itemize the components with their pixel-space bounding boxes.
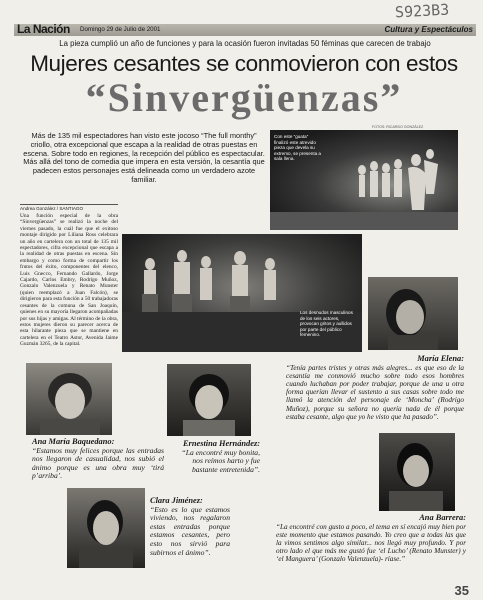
caption-middle: Los desnudos masculinos de los seis actores, provocan gritos y aullidos por parte del público femenino.	[300, 310, 353, 338]
quote-ernestina-hernandez	[170, 440, 260, 474]
byline: Andrea González / SANTIAGO	[20, 204, 118, 211]
quote-name: María Elena:	[417, 354, 464, 363]
byline-place: SANTIAGO	[59, 206, 84, 211]
portrait-ana-barrera	[379, 433, 455, 511]
headline-line1: Mujeres cesantes se conmovieron con estos	[30, 51, 458, 76]
stage-photo-middle	[122, 234, 362, 352]
page-number: 35	[454, 583, 469, 598]
quote-clara-jimenez	[150, 497, 230, 557]
quote-name: Ana Barrera:	[419, 513, 466, 522]
portrait-clara-jimenez	[67, 488, 145, 568]
quote-name: Ana María Baquedano:	[32, 437, 115, 446]
quote-text: “Estamos muy felices porque las entradas nos llegaron de casualidad, nos subió el ánimo porque es una obra muy ‘tirá p’arriba’.	[32, 445, 164, 481]
masthead-date: Domingo 29 de Julio de 2001	[80, 26, 161, 33]
quote-maria-elena	[286, 355, 464, 421]
byline-author: Andrea González	[20, 206, 56, 211]
masthead-paper: La Nación	[17, 22, 70, 36]
quote-text: “Tenía partes tristes y otras más alegres... es que eso de la cesantía me conmovió mucho sobre todo esos hombres cuando luchaban por poder trabajar, porque de una u otra forma querían llevar el sustento a sus casas sobre todo me llamó la atención del personaje de ‘Moncha’ (Rodrigo Muñoz), porque su señora no quería nada de él porque estaba cesante, algo que yo he visto que ha pasado”.	[286, 363, 464, 421]
quote-text: “La encontré con gusto a poco, el tema en sí encajó muy bien por este momento que estamos pasando. Yo creo que a todas las que la vimos sentimos algo similar... nos llegó muy profundo. Y por otro lado el que más me gustó fue ‘el Lucho’ (Renato Munster) y ‘el Manguera’ (Gonzalo Valenzuela)- ríase.”	[276, 522, 466, 564]
portrait-maria-elena	[368, 277, 458, 350]
clipping-code: S923B3	[394, 0, 450, 22]
photo-credit: FOTOS: RICARDO GONZÁLEZ	[372, 125, 424, 129]
quote-name: Ernestina Hernández:	[182, 439, 260, 448]
quote-ana-maria-baquedano	[32, 438, 164, 481]
article-body: Una función especial de la obra “Sinvergüenzas” se realizó la noche del viernes pasado, la cuál fue que el exitoso montaje dirigido por Liliana Ross celebrara un año en cartelera con un total de 135 mil espectadores, cifra excepcional que escapa a la realidad de otras puestas en escena. Sin embargo y como forma de compartir los frutos del éxito, componentes del elenco, Luis Gnecco, Fernando Gallardo, Jorge Cajardo, Carlos Embry, Rodrigo Muñoz, Gonzalo Valenzuela y Renato Munster (quien reemplazó a Juan Falcón), se dirigieron para esta función a 50 trabajadoras cesantes de la comuna de San Joaquín, quienes en su mayoría llegaron acompañadas por sus hijas y amigas. Al término de la obra, estos mujeres dieron su parecer acerca de esta hilarante pieza que se mantiene en cartelera en el Teatro Astor, Avenida Jaime Guzmán 3265, de la capital.	[20, 213, 118, 348]
portrait-ernestina-hernandez	[167, 364, 251, 436]
quote-ana-barrera	[276, 514, 466, 564]
quote-name: Clara Jiménez:	[150, 496, 203, 505]
quote-text: “La encontré muy bonita, nos reímos harto y fue bastante entretenida”.	[181, 447, 260, 474]
quote-text: “Esto es lo que estamos viviendo, nos regalaron estas entradas porque estamos cesantes, pero esto nos sirvió para subirnos el ánimo”.	[150, 504, 230, 557]
caption-top: Con este “guata” finalizó este atrevido pieza que devela su extremo, se presenta a sala llena.	[274, 134, 321, 162]
headline-kicker: La pieza cumplió un año de funciones y para la ocasión fueron invitadas 50 féminas que carecen de trabajo	[59, 39, 431, 48]
portrait-ana-maria-baquedano	[26, 363, 112, 435]
headline-line2: “Sinvergüenzas”	[85, 75, 403, 120]
stage-photo-top	[270, 130, 458, 230]
lead-paragraph: Más de 135 mil espectadores han visto este jocoso “The full monthy” criollo, otra excepcional que escapa a la realidad de otras puestas en escena. Sobre todo en regiones, la recepción del público es espectacular. Más allá del tono de comedia que impera en esta versión, la cesantía que padecen estos personajes está delineada como un verdadero azote familiar.	[23, 131, 265, 184]
masthead-section: Cultura y Espectáculos	[384, 25, 473, 34]
